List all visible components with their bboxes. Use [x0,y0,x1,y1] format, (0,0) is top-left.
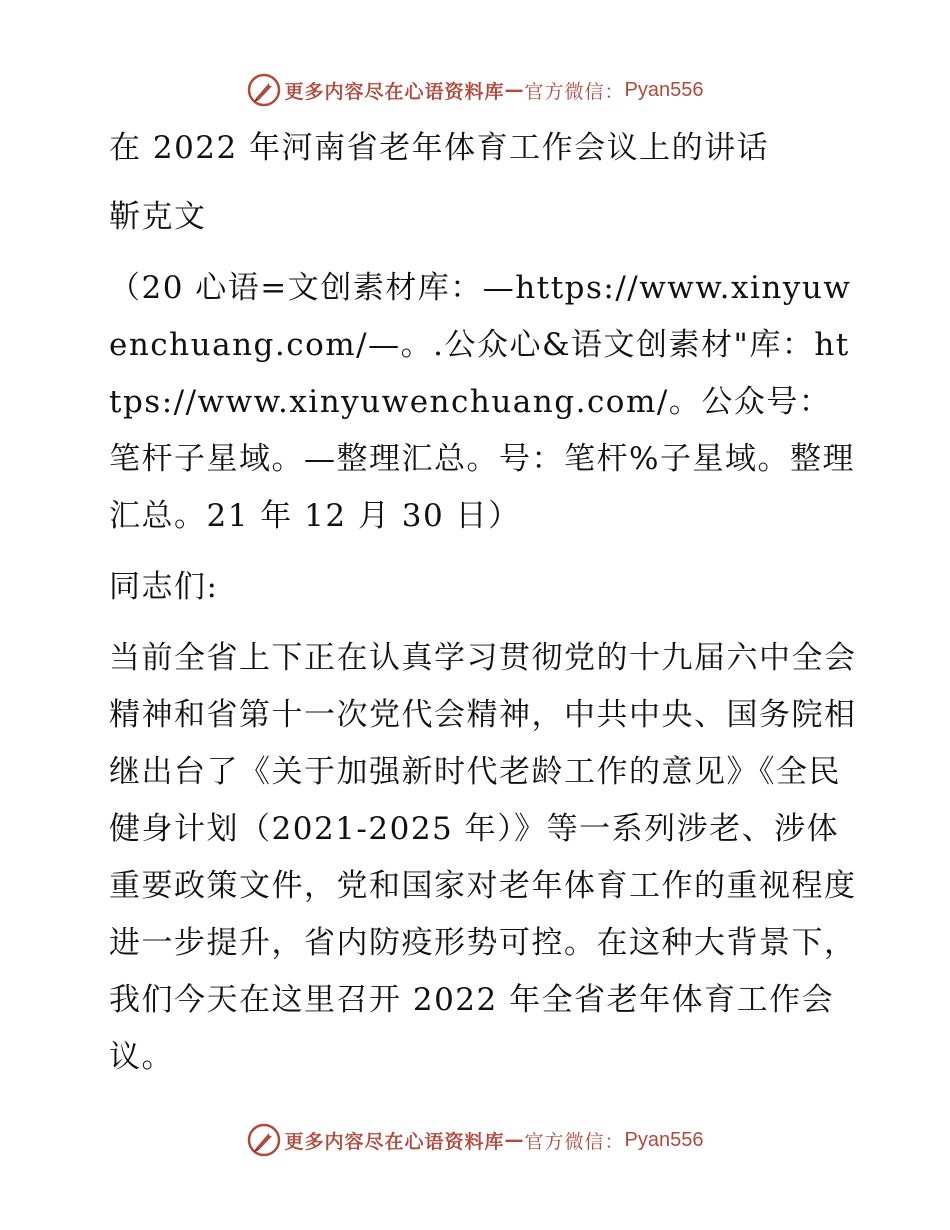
banner-dash: — [504,1129,525,1151]
document-salutation: 同志们: [109,569,219,605]
pen-logo-icon [247,73,281,107]
footer-banner [0,1120,950,1160]
banner-wechat-id: Pyan556 [624,78,704,101]
banner-text: 更多内容尽在心语资料库 [284,1130,505,1153]
banner-wechat-label: 官方微信： [524,1130,625,1153]
document-note: （20 心语=文创素材库：—https://www.xinyuwenchuang.com/—。.公众心&语文创素材"库：https://www.xinyuwenchuang.com/。公众号：笔杆子星域。—整理汇总。号：笔杆%子星域。整理汇总。21 年 12 月 30 日） [109,270,855,534]
banner-text: 更多内容尽在心语资料库 [284,80,505,103]
banner-dash: — [504,79,525,101]
banner-wechat-label: 官方微信： [524,80,625,103]
document-title: 在 2022 年河南省老年体育工作会议上的讲话 [109,130,770,166]
pen-logo-icon [247,1123,281,1157]
banner-wechat-id: Pyan556 [624,1128,704,1151]
header-banner [0,70,950,110]
document-author: 靳克文 [109,199,207,235]
document-body [97,120,857,1100]
document-paragraph: 当前全省上下正在认真学习贯彻党的十九届六中全会精神和省第十一次党代会精神，中共中央、国务院相继出台了《关于加强新时代老龄工作的意见》《全民健身计划（2021-2025 年）》等一系列涉老、涉体重要政策文件，党和国家对老年体育工作的重视程度进一步提升，省内防疫形势可控。在这种大背景下，我们今天在这里召开 2022 年全省老年体育工作会议。 [109,640,857,1075]
